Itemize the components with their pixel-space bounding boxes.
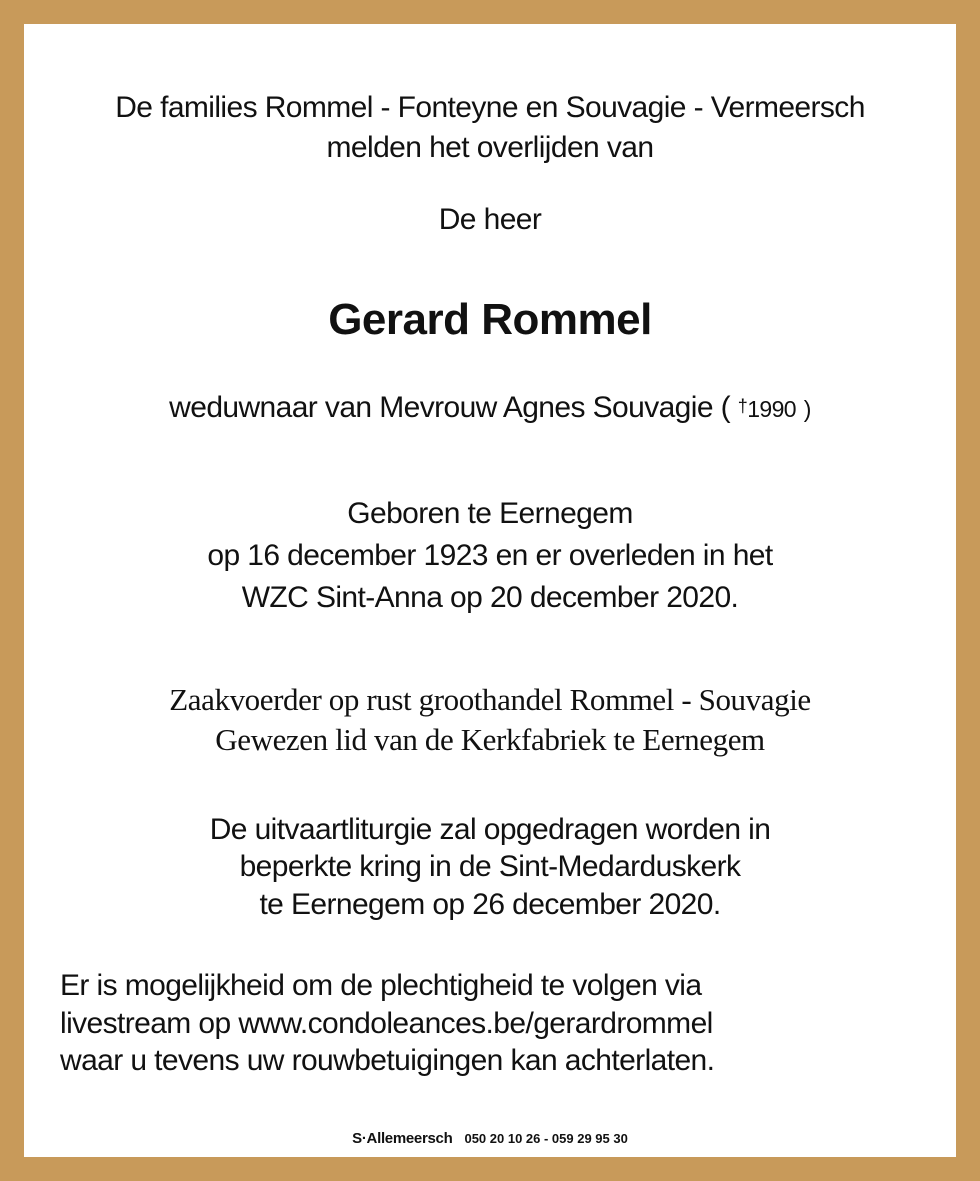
widower-text: weduwnaar van Mevrouw Agnes Souvagie ( [169, 391, 731, 424]
birth-line: op 16 december 1923 en er overleden in het [207, 539, 773, 572]
funeral-home-phones: 050 20 10 26 - 059 29 95 30 [464, 1130, 628, 1146]
deceased-name: Gerard Rommel [328, 295, 652, 344]
role-line: Gewezen lid van de Kerkfabriek te Eernegem [215, 722, 765, 757]
funeral-home-footer [24, 1129, 956, 1147]
birth-line: WZC Sint-Anna op 20 december 2020. [241, 581, 739, 614]
funeral-line: De uitvaartliturgie zal opgedragen worden in [209, 813, 771, 846]
livestream-line: Er is mogelijkheid om de plechtigheid te volgen via [60, 969, 702, 1002]
role-line: Zaakvoerder op rust groothandel Rommel - Souvagie [169, 682, 811, 717]
cross-icon: † [737, 396, 748, 416]
deceased-title: De heer [438, 203, 542, 236]
birth-line: Geboren te Eernegem [347, 497, 633, 530]
widower-line [24, 388, 956, 428]
obituary-sheet [24, 24, 956, 1157]
funeral-line: te Eernegem op 26 december 2020. [259, 888, 721, 921]
widower-year: 1990 [747, 396, 796, 422]
livestream-line: livestream op www.condoleances.be/gerardrommel [60, 1007, 713, 1040]
widower-close-paren: ) [803, 396, 811, 422]
livestream-line: waar u tevens uw rouwbetuigingen kan achterlaten. [60, 1044, 715, 1077]
funeral-line: beperkte kring in de Sint-Medarduskerk [239, 850, 741, 883]
families-line: De families Rommel - Fonteyne en Souvagie - Vermeersch [115, 91, 865, 124]
funeral-home-logo: S·Allemeersch [352, 1129, 453, 1147]
report-line: melden het overlijden van [326, 131, 654, 164]
